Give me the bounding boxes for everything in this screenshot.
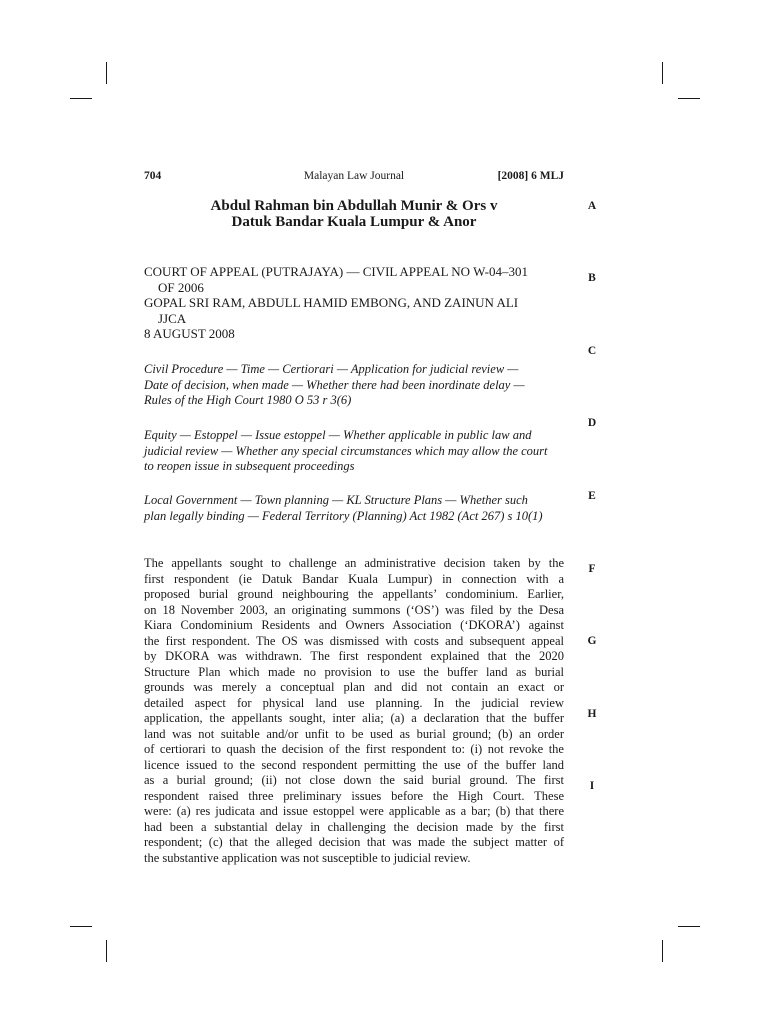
decision-date: 8 AUGUST 2008 (144, 326, 235, 341)
catchword-line: Rules of the High Court 1980 O 53 r 3(6) (144, 393, 352, 407)
headnote-summary (144, 556, 564, 866)
summary-line: land was not suitable and/or unfit to be used as burial ground; (b) an order (144, 726, 564, 741)
summary-line: The appellants sought to challenge an administrative decision taken by the (144, 556, 564, 570)
case-title (144, 198, 564, 230)
summary-line: the first respondent. The OS was dismissed with costs and subsequent appeal (144, 633, 564, 648)
crop-mark-bottom-right-horizontal (678, 926, 700, 927)
catchword-line: Date of decision, when made — Whether there had been inordinate delay — (144, 377, 525, 392)
catchword-line: judicial review — Whether any special circumstances which may allow the court (144, 443, 548, 458)
running-header (144, 170, 564, 186)
summary-line: application, the appellants sought, inter alia; (a) a declaration that the buffer (144, 711, 564, 725)
margin-letter-g: G (587, 635, 597, 647)
summary-line: detailed aspect for physical land use planning. In the judicial review (144, 695, 564, 710)
court-name-continued: OF 2006 (158, 279, 204, 295)
margin-letter-h: H (587, 708, 597, 720)
summary-line: licence issued to the second respondent permitting the use of the buffer land (144, 757, 564, 772)
crop-mark-bottom-left-horizontal (70, 926, 92, 927)
catchword-line: Civil Procedure — Time — Certiorari — Application for judicial review — (144, 362, 519, 376)
summary-line: by DKORA was withdrawn. The first respondent explained that the 2020 (144, 649, 564, 663)
judges: GOPAL SRI RAM, ABDULL HAMID EMBONG, AND ZAINUN ALI (144, 295, 519, 310)
crop-mark-top-right-horizontal (678, 98, 700, 99)
catchword-line: Equity — Estoppel — Issue estoppel — Whether applicable in public law and (144, 428, 532, 442)
margin-letter-d: D (587, 417, 597, 429)
catchword-civil-procedure (144, 362, 569, 409)
crop-mark-bottom-right-vertical (662, 940, 663, 962)
crop-mark-top-left-horizontal (70, 98, 92, 99)
catchword-line: to reopen issue in subsequent proceedings (144, 459, 355, 473)
judges-continued: JJCA (158, 310, 187, 326)
margin-letter-f: F (588, 563, 596, 575)
catchword-line: Local Government — Town planning — KL Structure Plans — Whether such (144, 493, 528, 507)
summary-line: on 18 November 2003, an originating summons (‘OS’) was filed by the Desa (144, 602, 564, 617)
court-name: COURT OF APPEAL (PUTRAJAYA) — CIVIL APPEAL NO W-04–301 (144, 264, 528, 279)
catchword-equity (144, 428, 569, 475)
summary-line: were: (a) res judicata and issue estoppel were applicable as a bar; (b) that there (144, 804, 564, 818)
catchword-local-government (144, 493, 569, 524)
journal-name: Malayan Law Journal (303, 170, 405, 182)
case-title-line: Datuk Bandar Kuala Lumpur & Anor (231, 214, 477, 230)
case-title-line: Abdul Rahman bin Abdullah Munir & Ors v (210, 198, 498, 214)
summary-line: respondent raised three preliminary issues before the High Court. These (144, 788, 564, 803)
summary-line: respondent; (c) that the alleged decision that was made the subject matter of (144, 835, 564, 849)
summary-line: the substantive application was not susceptible to judicial review. (144, 850, 471, 865)
summary-line: had been a substantial delay in challenging the decision made by the first (144, 819, 564, 834)
margin-letter-c: C (587, 345, 597, 357)
crop-mark-top-right-vertical (662, 62, 663, 84)
crop-mark-top-left-vertical (106, 62, 107, 84)
catchword-line: plan legally binding — Federal Territory (Planning) Act 1982 (Act 267) s 10(1) (144, 508, 543, 523)
court-info (144, 264, 569, 342)
margin-letter-a: A (587, 200, 597, 212)
margin-letter-e: E (588, 490, 596, 502)
summary-line: Structure Plan which made no provision to use the buffer land as burial (144, 664, 564, 679)
crop-mark-bottom-left-vertical (106, 940, 107, 962)
summary-line: first respondent (ie Datuk Bandar Kuala Lumpur) in connection with a (144, 571, 564, 586)
summary-line: of certiorari to quash the decision of the first respondent to: (i) not revoke the (144, 742, 564, 756)
margin-letter-b: B (588, 272, 596, 284)
summary-line: as a burial ground; (ii) not close down the said burial ground. The first (144, 773, 564, 787)
summary-line: Kiara Condominium Residents and Owners Association (‘DKORA’) against (144, 618, 564, 632)
journal-citation: [2008] 6 MLJ (497, 170, 564, 182)
page-number: 704 (144, 170, 162, 182)
summary-line: proposed burial ground neighbouring the appellants’ condominium. Earlier, (144, 587, 564, 601)
margin-letter-i: I (589, 780, 595, 792)
summary-line: grounds was merely a conceptual plan and did not contain an exact or (144, 680, 564, 694)
